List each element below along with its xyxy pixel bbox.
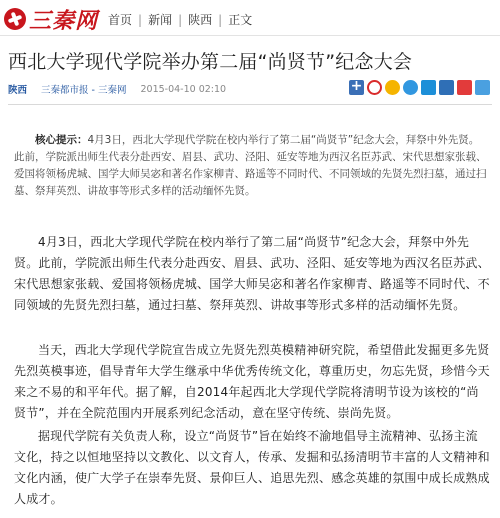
qzone-icon[interactable] (385, 80, 400, 95)
share-plus-icon[interactable] (349, 80, 364, 95)
article-meta (8, 79, 498, 99)
tencent-weibo-icon[interactable] (403, 80, 418, 95)
logo-text: 三秦网 (29, 7, 99, 34)
breadcrumb-current: 正文 (228, 13, 253, 27)
breadcrumb (108, 11, 252, 28)
breadcrumb-shaanxi[interactable]: 陕西 (188, 13, 213, 27)
meta-divider (8, 104, 492, 105)
article-source[interactable]: 三秦都市报 - 三秦网 (41, 85, 127, 96)
breadcrumb-home[interactable]: 首页 (108, 13, 133, 27)
breadcrumb-separator: | (218, 12, 223, 27)
article-time: 2015-04-10 02:10 (140, 83, 227, 95)
breadcrumb-separator: | (178, 12, 183, 27)
top-bar (0, 0, 500, 36)
article-paragraph: 4月3日，西北大学现代学院在校内举行了第二届“尚贤节”纪念大会，拜祭中外先贤。此前，学院派出师生代表分赴西安、眉县、武功、泾阳、延安等地为西汉名臣苏武、宋代思想家张载、爱国将领杨虎城、国学大师吴宓和著名作家柳青、路遥等不同时代、不同领域的先贤先烈扫墓，通过扫墓、祭拜英烈、讲故事等形式多样的活动缅怀先贤。 (14, 235, 490, 312)
article-paragraph: 据现代学院有关负责人称，设立“尚贤节”旨在始终不渝地倡导主流精神、弘扬主流文化，持之以恒地坚持以文教化、以文育人，传承、发掘和弘扬清明节丰富的人文精神和文化内涵，使广大学子在崇奉先贤、景仰巨人、追思先烈、感念英雄的氛围中成长成熟成人成才。 (14, 429, 490, 506)
breadcrumb-separator: | (138, 12, 143, 27)
article-summary (14, 132, 488, 200)
weibo-icon[interactable] (367, 80, 382, 95)
share-bar (349, 80, 490, 95)
qq-friends-icon[interactable] (475, 80, 490, 95)
article-category[interactable]: 陕西 (8, 85, 28, 96)
kaixin-icon[interactable] (457, 80, 472, 95)
article-title: 西北大学现代学院举办第二届“尚贤节”纪念大会 (8, 51, 413, 73)
article-paragraph: 当天，西北大学现代学院宣告成立先贤先烈英模精神研究院，希望借此发掘更多先贤先烈英模事迹，倡导青年大学生继承中华优秀传统文化，尊重历史，勿忘先贤，珍惜今天来之不易的和平年代。据了解，自2014年起西北大学现代学院将清明节设为该校的“尚贤节”，并在全院范围内开展系列纪念活动，意在坚守传统、崇尚先贤。 (14, 343, 490, 420)
renren-icon[interactable] (439, 80, 454, 95)
qq-icon[interactable] (421, 80, 436, 95)
logo-mark-icon (4, 8, 26, 30)
summary-label: 核心提示： (35, 134, 88, 146)
site-logo[interactable] (4, 6, 98, 32)
breadcrumb-news[interactable]: 新闻 (148, 13, 173, 27)
summary-text: 4月3日，西北大学现代学院在校内举行了第二届“尚贤节”纪念大会，拜祭中外先贤。此前，学院派出师生代表分赴西安、眉县、武功、泾阳、延安等地为西汉名臣苏武、宋代思想家张载、爱国将领杨虎城、国学大师吴宓和著名作家柳青、路遥等不同时代、不同领域的先贤先烈扫墓，通过扫墓、祭拜英烈、讲故事等形式多样的活动缅怀先贤。 (14, 134, 487, 197)
